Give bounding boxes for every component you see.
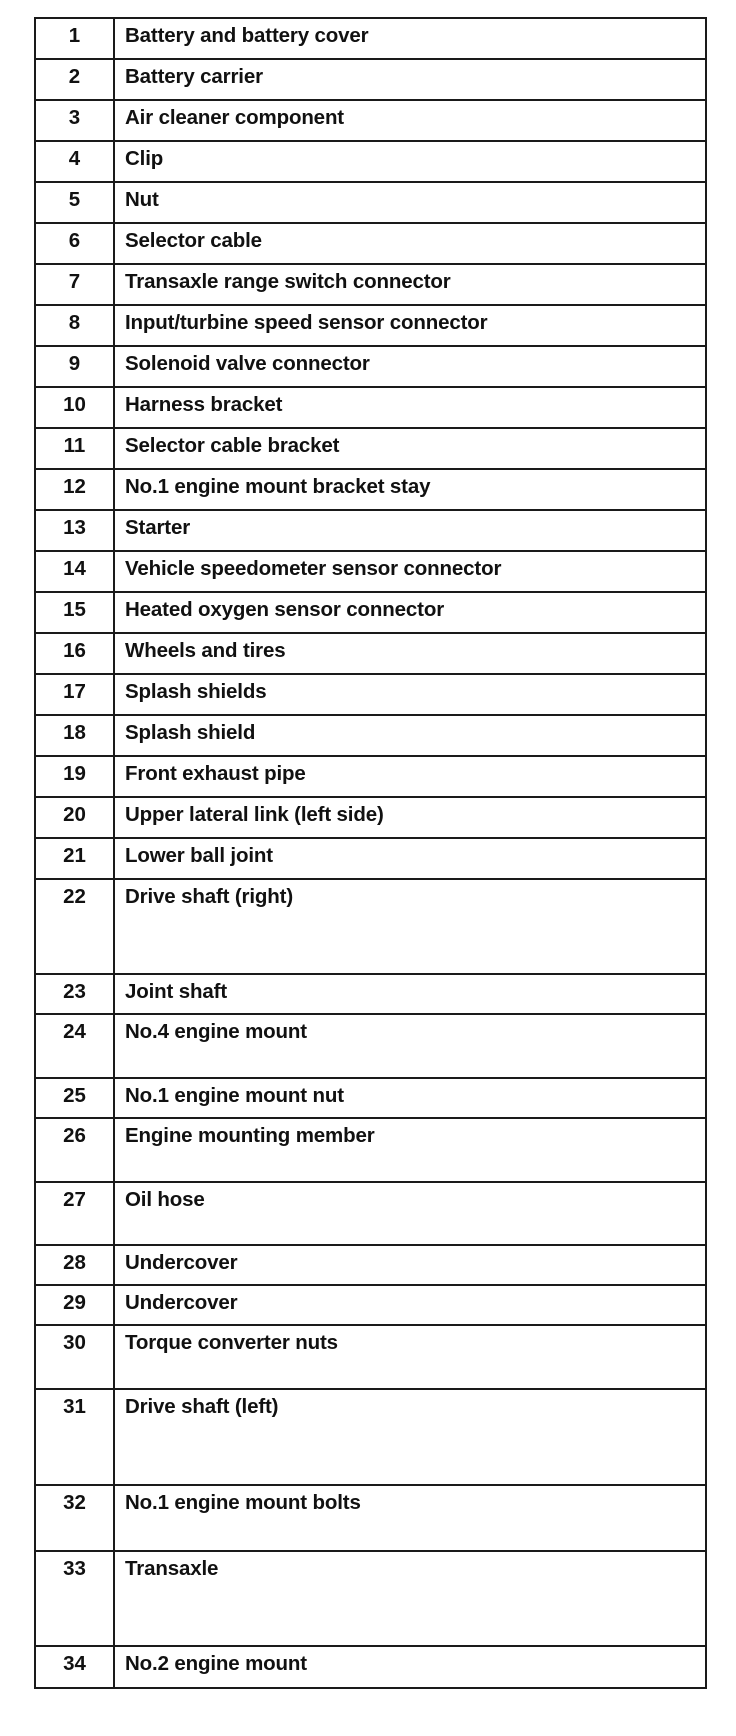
part-number: 29 bbox=[35, 1285, 114, 1325]
part-description: No.4 engine mount bbox=[114, 1014, 706, 1078]
part-number: 27 bbox=[35, 1182, 114, 1245]
table-row bbox=[35, 879, 706, 974]
part-number: 13 bbox=[35, 510, 114, 551]
table-row bbox=[35, 1245, 706, 1285]
part-description: Wheels and tires bbox=[114, 633, 706, 674]
part-number: 1 bbox=[35, 18, 114, 59]
part-description: Air cleaner component bbox=[114, 100, 706, 141]
part-description: Engine mounting member bbox=[114, 1118, 706, 1182]
table-row bbox=[35, 428, 706, 469]
part-description: Splash shields bbox=[114, 674, 706, 715]
part-description: Splash shield bbox=[114, 715, 706, 756]
part-description: Lower ball joint bbox=[114, 838, 706, 879]
part-description: Undercover bbox=[114, 1245, 706, 1285]
table-row bbox=[35, 1078, 706, 1118]
part-description: No.1 engine mount bracket stay bbox=[114, 469, 706, 510]
part-description: Undercover bbox=[114, 1285, 706, 1325]
part-number: 2 bbox=[35, 59, 114, 100]
part-description: Selector cable bbox=[114, 223, 706, 264]
part-number: 31 bbox=[35, 1389, 114, 1485]
table-row bbox=[35, 1389, 706, 1485]
table-row bbox=[35, 715, 706, 756]
part-number: 19 bbox=[35, 756, 114, 797]
table-row bbox=[35, 100, 706, 141]
table-row bbox=[35, 59, 706, 100]
table-row bbox=[35, 510, 706, 551]
part-description: Solenoid valve connector bbox=[114, 346, 706, 387]
table-row bbox=[35, 1118, 706, 1182]
part-description: Joint shaft bbox=[114, 974, 706, 1014]
table-row bbox=[35, 1014, 706, 1078]
part-number: 5 bbox=[35, 182, 114, 223]
part-number: 11 bbox=[35, 428, 114, 469]
table-row bbox=[35, 633, 706, 674]
part-description: Torque converter nuts bbox=[114, 1325, 706, 1389]
part-description: Vehicle speedometer sensor connector bbox=[114, 551, 706, 592]
part-description: No.2 engine mount bbox=[114, 1646, 706, 1688]
part-number: 24 bbox=[35, 1014, 114, 1078]
part-description: Front exhaust pipe bbox=[114, 756, 706, 797]
table-row bbox=[35, 141, 706, 182]
table-row bbox=[35, 1285, 706, 1325]
table-row bbox=[35, 182, 706, 223]
table-row bbox=[35, 1646, 706, 1688]
part-number: 15 bbox=[35, 592, 114, 633]
part-description: Oil hose bbox=[114, 1182, 706, 1245]
part-description: Selector cable bracket bbox=[114, 428, 706, 469]
table-row bbox=[35, 974, 706, 1014]
part-description: Heated oxygen sensor connector bbox=[114, 592, 706, 633]
table-row bbox=[35, 1182, 706, 1245]
table-row bbox=[35, 674, 706, 715]
part-number: 28 bbox=[35, 1245, 114, 1285]
part-number: 9 bbox=[35, 346, 114, 387]
table-row bbox=[35, 264, 706, 305]
table-row bbox=[35, 797, 706, 838]
table-row bbox=[35, 756, 706, 797]
table-row bbox=[35, 223, 706, 264]
part-number: 25 bbox=[35, 1078, 114, 1118]
table-row bbox=[35, 838, 706, 879]
part-number: 32 bbox=[35, 1485, 114, 1551]
part-number: 7 bbox=[35, 264, 114, 305]
part-description: Drive shaft (left) bbox=[114, 1389, 706, 1485]
part-number: 33 bbox=[35, 1551, 114, 1646]
part-description: Transaxle range switch connector bbox=[114, 264, 706, 305]
part-description: No.1 engine mount bolts bbox=[114, 1485, 706, 1551]
part-number: 17 bbox=[35, 674, 114, 715]
part-description: Clip bbox=[114, 141, 706, 182]
part-number: 26 bbox=[35, 1118, 114, 1182]
part-description: Battery and battery cover bbox=[114, 18, 706, 59]
parts-table-body bbox=[35, 18, 706, 1688]
part-description: No.1 engine mount nut bbox=[114, 1078, 706, 1118]
part-description: Harness bracket bbox=[114, 387, 706, 428]
part-number: 4 bbox=[35, 141, 114, 182]
table-row bbox=[35, 1551, 706, 1646]
part-number: 34 bbox=[35, 1646, 114, 1688]
table-row bbox=[35, 469, 706, 510]
part-number: 22 bbox=[35, 879, 114, 974]
part-number: 6 bbox=[35, 223, 114, 264]
table-row bbox=[35, 592, 706, 633]
part-description: Upper lateral link (left side) bbox=[114, 797, 706, 838]
part-description: Battery carrier bbox=[114, 59, 706, 100]
part-description: Input/turbine speed sensor connector bbox=[114, 305, 706, 346]
part-number: 23 bbox=[35, 974, 114, 1014]
part-description: Nut bbox=[114, 182, 706, 223]
table-row bbox=[35, 18, 706, 59]
part-number: 12 bbox=[35, 469, 114, 510]
part-description: Transaxle bbox=[114, 1551, 706, 1646]
table-row bbox=[35, 387, 706, 428]
part-number: 20 bbox=[35, 797, 114, 838]
part-number: 18 bbox=[35, 715, 114, 756]
part-number: 30 bbox=[35, 1325, 114, 1389]
table-row bbox=[35, 551, 706, 592]
table-row bbox=[35, 305, 706, 346]
part-number: 21 bbox=[35, 838, 114, 879]
part-number: 14 bbox=[35, 551, 114, 592]
part-number: 3 bbox=[35, 100, 114, 141]
table-row bbox=[35, 1485, 706, 1551]
part-description: Starter bbox=[114, 510, 706, 551]
part-number: 10 bbox=[35, 387, 114, 428]
part-number: 8 bbox=[35, 305, 114, 346]
table-row bbox=[35, 346, 706, 387]
parts-table bbox=[34, 17, 707, 1689]
table-row bbox=[35, 1325, 706, 1389]
part-description: Drive shaft (right) bbox=[114, 879, 706, 974]
part-number: 16 bbox=[35, 633, 114, 674]
